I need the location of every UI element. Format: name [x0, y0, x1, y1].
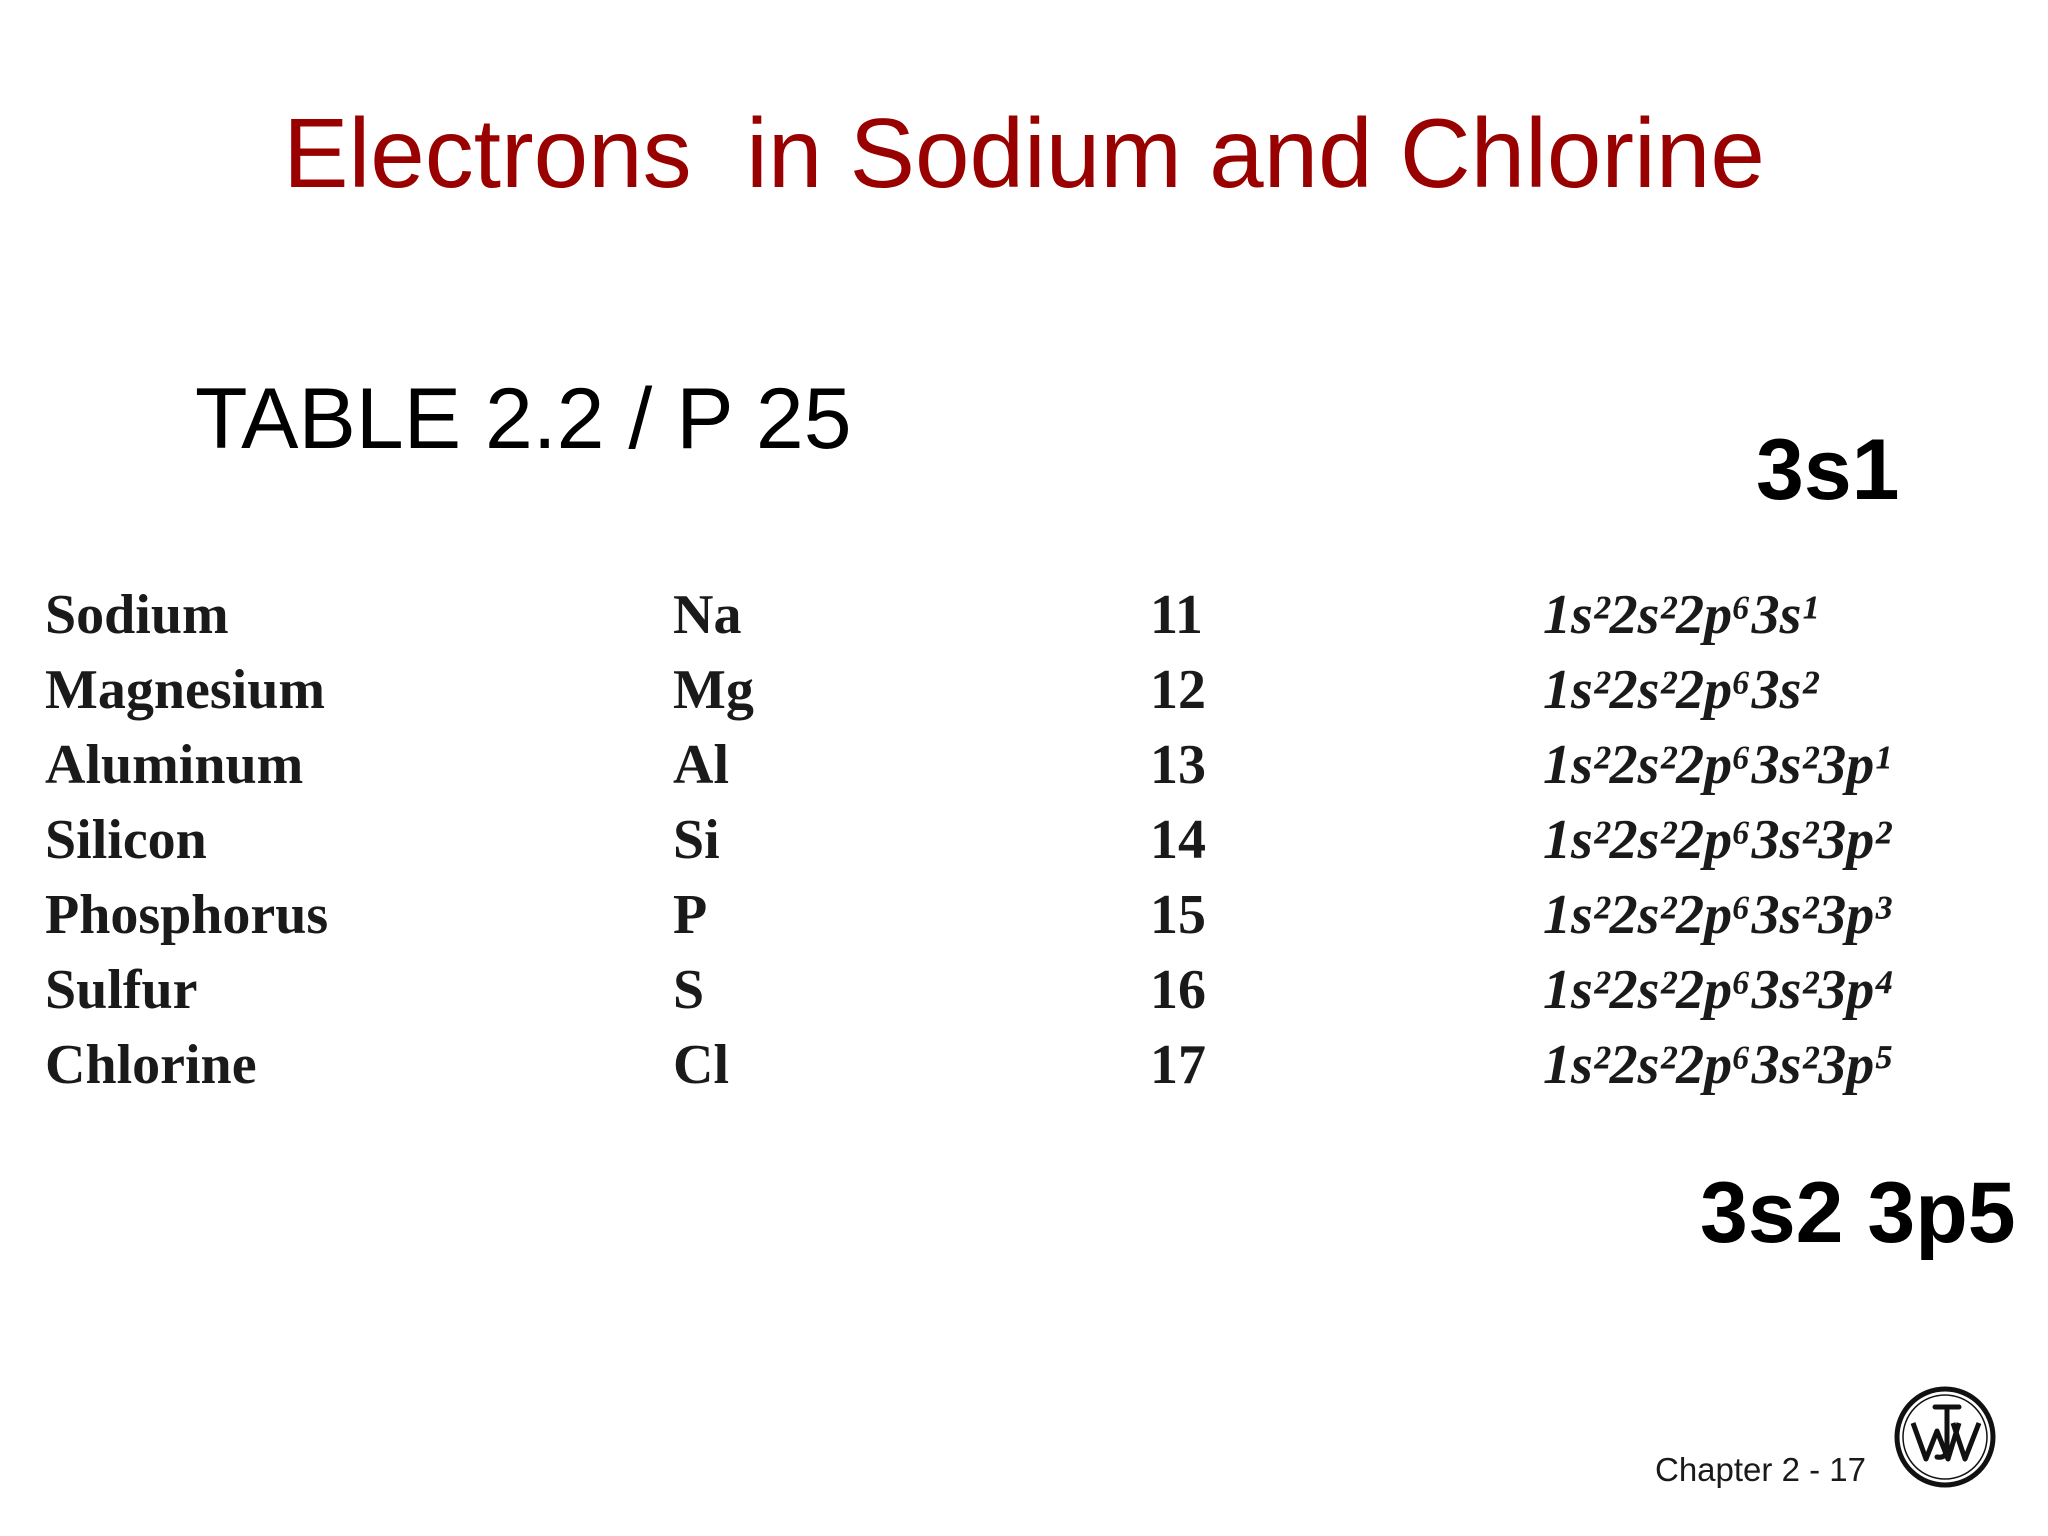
page-number: 17 — [1829, 1451, 1866, 1488]
slide-title: Electrons in Sodium and Chlorine — [283, 98, 1765, 208]
element-symbol: Si — [673, 809, 720, 871]
element-symbol: Na — [673, 584, 742, 646]
electron-configuration: 1s²2s²2p⁶3s²3p⁵ — [1543, 1034, 1894, 1096]
element-name: Sulfur — [45, 959, 198, 1021]
atomic-number: 17 — [1150, 1034, 1206, 1096]
table-row — [45, 803, 1975, 878]
table-row — [45, 578, 1975, 653]
element-symbol: Cl — [673, 1034, 729, 1096]
atomic-number: 15 — [1150, 884, 1206, 946]
table-row — [45, 728, 1975, 803]
electron-configuration: 1s²2s²2p⁶3s²3p² — [1543, 809, 1892, 871]
element-symbol: S — [673, 959, 705, 1021]
chapter-label: Chapter 2 - — [1655, 1451, 1821, 1488]
element-name: Phosphorus — [45, 884, 329, 946]
atomic-number: 13 — [1150, 734, 1206, 796]
sodium-valence-callout: 3s1 — [1756, 422, 1900, 518]
element-name: Aluminum — [45, 734, 304, 796]
table-row — [45, 653, 1975, 728]
electron-configuration-table — [45, 578, 1975, 1103]
table-row — [45, 1028, 1975, 1103]
atomic-number: 16 — [1150, 959, 1206, 1021]
electron-configuration: 1s²2s²2p⁶3s¹ — [1543, 584, 1819, 646]
electron-configuration: 1s²2s²2p⁶3s² — [1543, 659, 1819, 721]
table-reference: TABLE 2.2 / P 25 — [195, 371, 852, 467]
element-symbol: Mg — [673, 659, 754, 721]
chlorine-valence-callout: 3s2 3p5 — [1700, 1165, 2016, 1261]
atomic-number: 12 — [1150, 659, 1206, 721]
slide-footer — [1655, 1453, 1866, 1486]
element-symbol: Al — [673, 734, 729, 796]
element-name: Silicon — [45, 809, 207, 871]
element-name: Sodium — [45, 584, 229, 646]
atomic-number: 14 — [1150, 809, 1206, 871]
element-name: Magnesium — [45, 659, 325, 721]
electron-configuration: 1s²2s²2p⁶3s²3p¹ — [1543, 734, 1892, 796]
electron-configuration: 1s²2s²2p⁶3s²3p⁴ — [1543, 959, 1894, 1021]
table-row — [45, 878, 1975, 953]
element-symbol: P — [673, 884, 708, 946]
electron-configuration: 1s²2s²2p⁶3s²3p³ — [1543, 884, 1892, 946]
element-name: Chlorine — [45, 1034, 257, 1096]
wiley-publisher-logo-icon — [1893, 1385, 1998, 1490]
table-row — [45, 953, 1975, 1028]
atomic-number: 11 — [1150, 584, 1203, 646]
